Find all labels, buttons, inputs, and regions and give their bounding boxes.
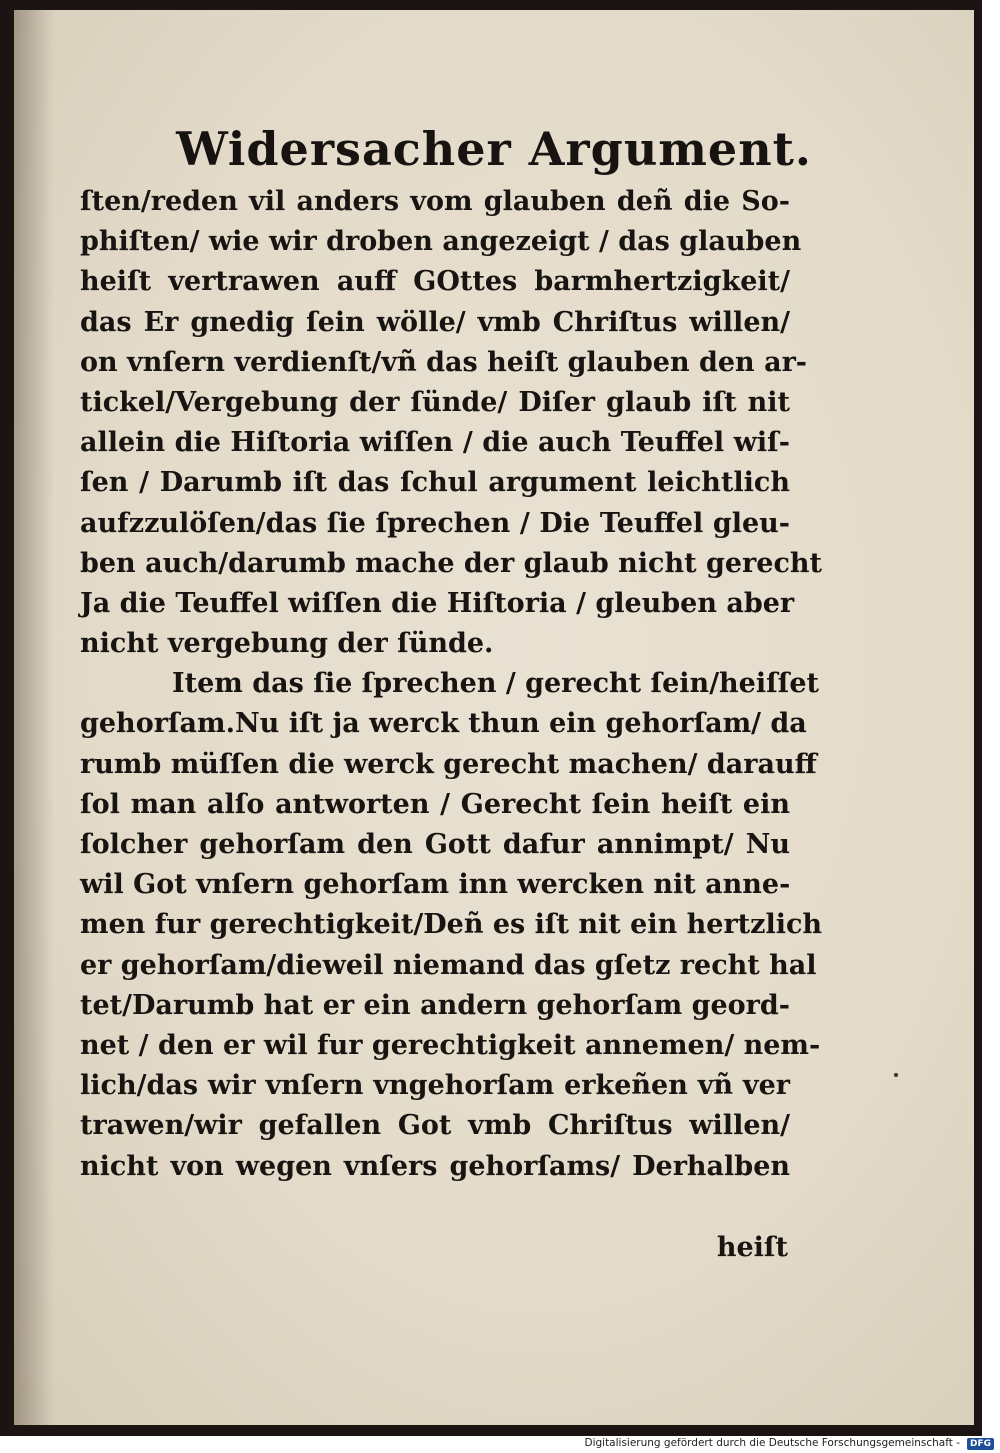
body-text: [80, 182, 823, 1187]
text-line: rumb müſſen die werck gerecht machen/ darauff: [80, 748, 817, 780]
text-line: heiſt vertrawen auff GOttes barmhertzigkeit/: [80, 266, 790, 298]
text-line: tet/Darumb hat er ein andern gehorſam geord-: [80, 989, 790, 1021]
text-line: Ja die Teuffel wiſſen die Hiſtoria / gleuben aber: [80, 587, 795, 619]
text-line: er gehorſam/dieweil niemand das gſetz recht hal: [80, 949, 817, 981]
text-line: nicht von wegen vnſers gehorſams/ Derhalben: [80, 1150, 790, 1182]
text-line: on vnſern verdienſt/vñ das heiſt glauben den ar-: [80, 346, 807, 378]
catchword: heiſt: [716, 1232, 788, 1263]
text-line: ſolcher gehorſam den Gott dafur annimpt/ Nu: [80, 829, 790, 860]
text-line: wil Got vnſern gehorſam inn wercken nit anne-: [80, 869, 791, 901]
text-line: ben auch/darumb mache der glaub nicht gerecht: [80, 547, 822, 579]
text-line: gehorſam.Nu iſt ja werck thun ein gehorſam/ da: [80, 708, 807, 740]
text-line: tickel/Vergebung der ſünde/ Diſer glaub iſt nit: [80, 386, 790, 418]
text-line: ſten/reden vil anders vom glauben deñ die So-: [80, 186, 790, 217]
dfg-logo: DFG: [967, 1438, 994, 1450]
text-line: ſol man alſo antworten / Gerecht ſein heiſt ein: [80, 788, 790, 820]
book-page: [14, 10, 974, 1425]
text-line: allein die Hiſtoria wiſſen / die auch Teuffel wiſ-: [80, 427, 790, 459]
text-line: ſen / Darumb iſt das ſchul argument leichtlich: [80, 467, 790, 499]
text-line: aufzzulöſen/das ſie ſprechen / Die Teuffel gleu-: [80, 507, 790, 539]
gutter-shadow: [14, 10, 54, 1425]
text-line: nicht vergebung der ſünde.: [80, 628, 494, 660]
paragraph-start-line: Item das ſie ſprechen / gerecht ſein/heiſſet: [172, 668, 819, 700]
text-line: phiſten/ wie wir droben angezeigt / das glauben: [80, 226, 802, 258]
text-line: men fur gerechtigkeit/Deñ es iſt nit ein hertzlich: [80, 909, 823, 941]
text-line: trawen/wir gefallen Got vmb Chriſtus willen/: [80, 1110, 790, 1142]
running-head: Widersacher Argument.: [176, 122, 812, 176]
text-line: das Er gnedig ſein wölle/ vmb Chriſtus willen/: [80, 306, 790, 338]
paper-speck: [894, 1073, 898, 1077]
text-line: net / den er wil fur gerechtigkeit annemen/ nem-: [80, 1029, 821, 1061]
text-line: lich/das wir vnſern vngehorſam erkeñen vñ ver: [80, 1070, 790, 1102]
digitization-credit: Digitalisierung gefördert durch die Deutsche Forschungsgemeinschaft -: [584, 1437, 960, 1449]
